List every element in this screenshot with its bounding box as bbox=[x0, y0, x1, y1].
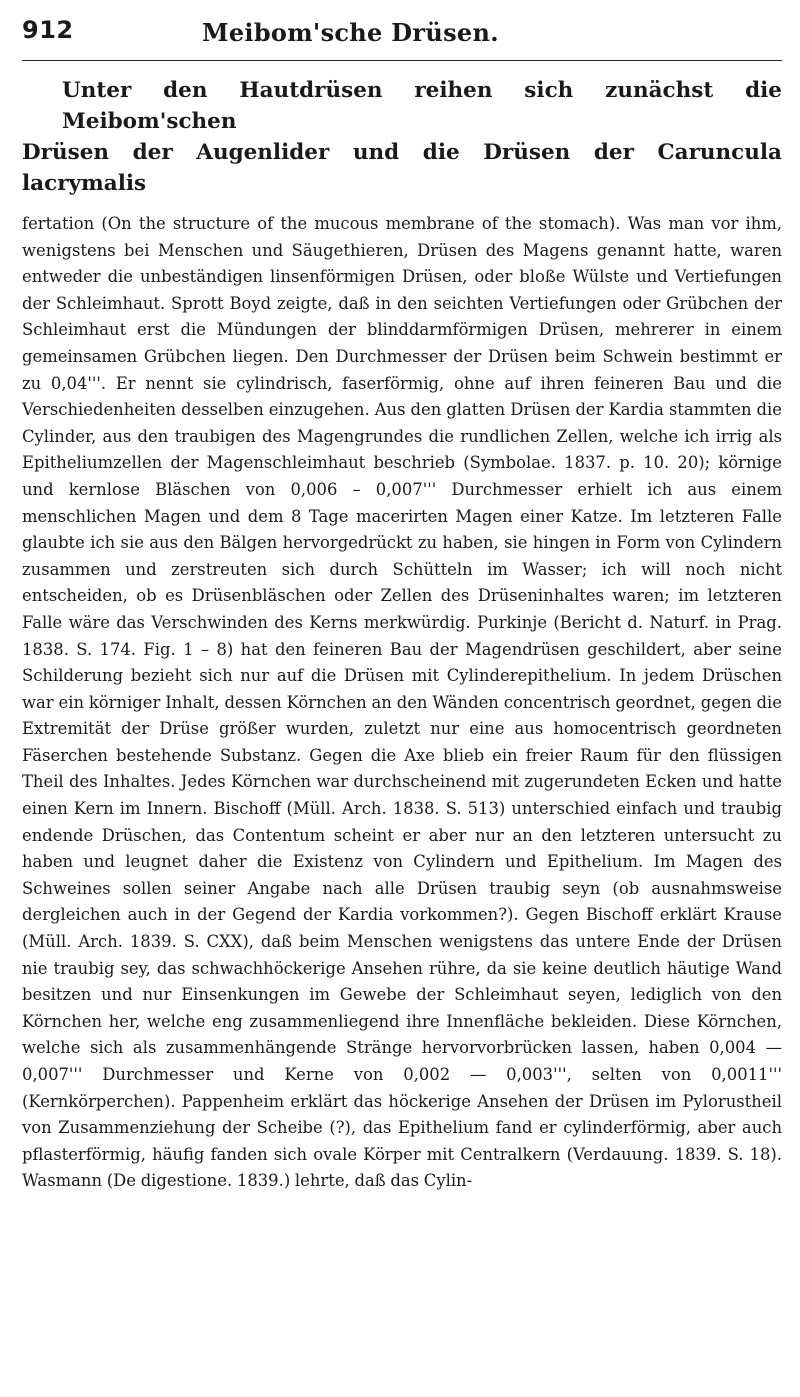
section-heading-line-2: Drüsen der Augenlider und die Drüsen der Caruncula lacrymalis bbox=[22, 140, 782, 196]
running-title: Meibom'sche Drüsen. bbox=[202, 18, 499, 47]
page-number: 912 bbox=[22, 16, 74, 44]
section-heading bbox=[22, 75, 782, 199]
body-paragraph: fertation (On the structure of the mucous membrane of the stomach). Was man vor ihm, wenigstens bei Menschen und Säugethieren, Drüsen des Magens genannt hatte, waren entweder die unbeständigen linsenförmigen Drüsen, oder bloße Wülste und Vertiefungen der Schleimhaut. Sprott Boyd zeigte, daß in den seichten Vertiefungen oder Grübchen der Schleimhaut erst die Mündungen der blinddarmförmigen Drüsen, mehrerer in einem gemeinsamen Grübchen liegen. Den Durchmesser der Drüsen beim Schwein bestimmt er zu 0,04'''. Er nennt sie cylindrisch, faserförmig, ohne auf ihren feineren Bau und die Verschiedenheiten desselben einzugehen. Aus den glatten Drüsen der Kardia stammten die Cylinder, aus den traubigen des Magengrundes die rundlichen Zellen, welche ich irrig als Epitheliumzellen der Magenschleimhaut beschrieb (Symbolae. 1837. p. 10. 20); körnige und kernlose Bläschen von 0,006 – 0,007''' Durchmesser erhielt ich aus einem menschlichen Magen und dem 8 Tage macerirten Magen einer Katze. Im letzteren Falle glaubte ich sie aus den Bälgen hervorgedrückt zu haben, sie hingen in Form von Cylindern zusammen und zerstreuten sich durch Schütteln im Wasser; ich will noch nicht entscheiden, ob es Drüsenbläschen oder Zellen des Drüseninhaltes waren; im letzteren Falle wäre das Verschwinden des Kerns merkwürdig. Purkinje (Bericht d. Naturf. in Prag. 1838. S. 174. Fig. 1 – 8) hat den feineren Bau der Magendrüsen geschildert, aber seine Schilderung bezieht sich nur auf die Drüsen mit Cylinderepithelium. In jedem Drüschen war ein körniger Inhalt, dessen Körnchen an den Wänden concentrisch geordnet, gegen die Extremität der Drüse größer wurden, zuletzt nur eine aus homocentrisch geordneten Fäserchen bestehende Substanz. Gegen die Axe blieb ein freier Raum für den flüssigen Theil des Inhaltes. Jedes Körnchen war durchscheinend mit zugerundeten Ecken und hatte einen Kern im Innern. Bischoff (Müll. Arch. 1838. S. 513) unterschied einfach und traubig endende Drüschen, das Contentum scheint er aber nur an den letzteren untersucht zu haben und leugnet daher die Existenz von Cylindern und Epithelium. Im Magen des Schweines sollen seiner Angabe nach alle Drüsen traubig seyn (ob ausnahmsweise dergleichen auch in der Gegend der Kardia vorkommen?). Gegen Bischoff erklärt Krause (Müll. Arch. 1839. S. CXX), daß beim Menschen wenigstens das untere Ende der Drüsen nie traubig sey, das schwachhöckerige Ansehen rühre, da sie keine deutlich häutige Wand besitzen und nur Einsenkungen im Gewebe der Schleimhaut seyen, lediglich von den Körnchen her, welche eng zusammenliegend ihre Innenfläche bekleiden. Diese Körnchen, welche sich als zusammenhängende Stränge hervorvorbrücken lassen, haben 0,004 — 0,007''' Durchmesser und Kerne von 0,002 — 0,003''', selten von 0,0011''' (Kernkörperchen). Pappenheim erklärt das höckerige Ansehen der Drüsen im Pylorustheil von Zusammenziehung der Scheibe (?), das Epithelium fand er cylinderförmig, aber auch pflasterförmig, häufig fanden sich ovale Körper mit Centralkern (Verdauung. 1839. S. 18). Wasmann (De digestione. 1839.) lehrte, daß das Cylin- bbox=[22, 214, 782, 1191]
running-head bbox=[22, 14, 782, 61]
section-heading-line-1: Unter den Hautdrüsen reihen sich zunächst die Meibom'schen bbox=[62, 78, 782, 134]
